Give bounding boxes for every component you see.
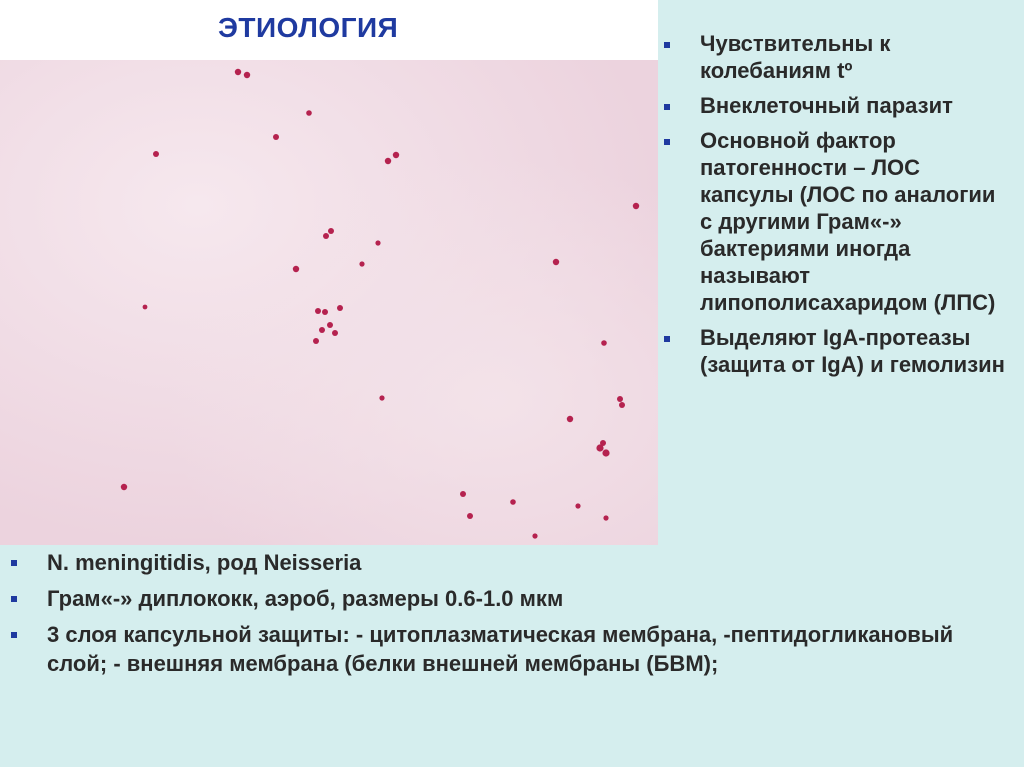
list-item xyxy=(660,30,1010,84)
list-item-text: 3 слоя капсульной защиты: - цитоплазматическая мембрана, -пептидогликановый слой; - внешняя мембрана (белки внешней мембраны (БВМ); xyxy=(47,622,954,676)
right-bullet-list xyxy=(660,30,1010,386)
list-item xyxy=(660,324,1010,378)
list-item-text: Грам«-» диплококк, аэроб, размеры 0.6-1.0 мкм xyxy=(47,586,564,611)
list-item xyxy=(0,584,1010,613)
list-item-text: Основной фактор патогенности – ЛОС капсулы (ЛОС по аналогии с другими Грам«-» бактериями иногда называют липополисахаридом (ЛПС) xyxy=(700,128,996,315)
list-item-text: Выделяют IgA-протеазы (защита от IgA) и гемолизин xyxy=(700,325,1005,377)
square-bullet-icon xyxy=(664,139,670,145)
list-item-text: N. meningitidis, род Neisseria xyxy=(47,550,362,575)
list-item xyxy=(0,620,1010,678)
list-item-text: Чувствительны к колебаниям tº xyxy=(700,31,891,83)
list-item xyxy=(660,127,1010,316)
square-bullet-icon xyxy=(664,42,670,48)
square-bullet-icon xyxy=(11,596,17,602)
list-item xyxy=(660,92,1010,119)
slide-title: ЭТИОЛОГИЯ xyxy=(218,12,399,43)
square-bullet-icon xyxy=(664,104,670,110)
list-item-text: Внеклеточный паразит xyxy=(700,93,953,118)
bottom-bullet-list xyxy=(0,548,1010,685)
square-bullet-icon xyxy=(664,336,670,342)
square-bullet-icon xyxy=(11,632,17,638)
micrograph-image xyxy=(0,60,658,545)
micrograph-svg xyxy=(0,60,658,545)
list-item xyxy=(0,548,1010,577)
square-bullet-icon xyxy=(11,560,17,566)
